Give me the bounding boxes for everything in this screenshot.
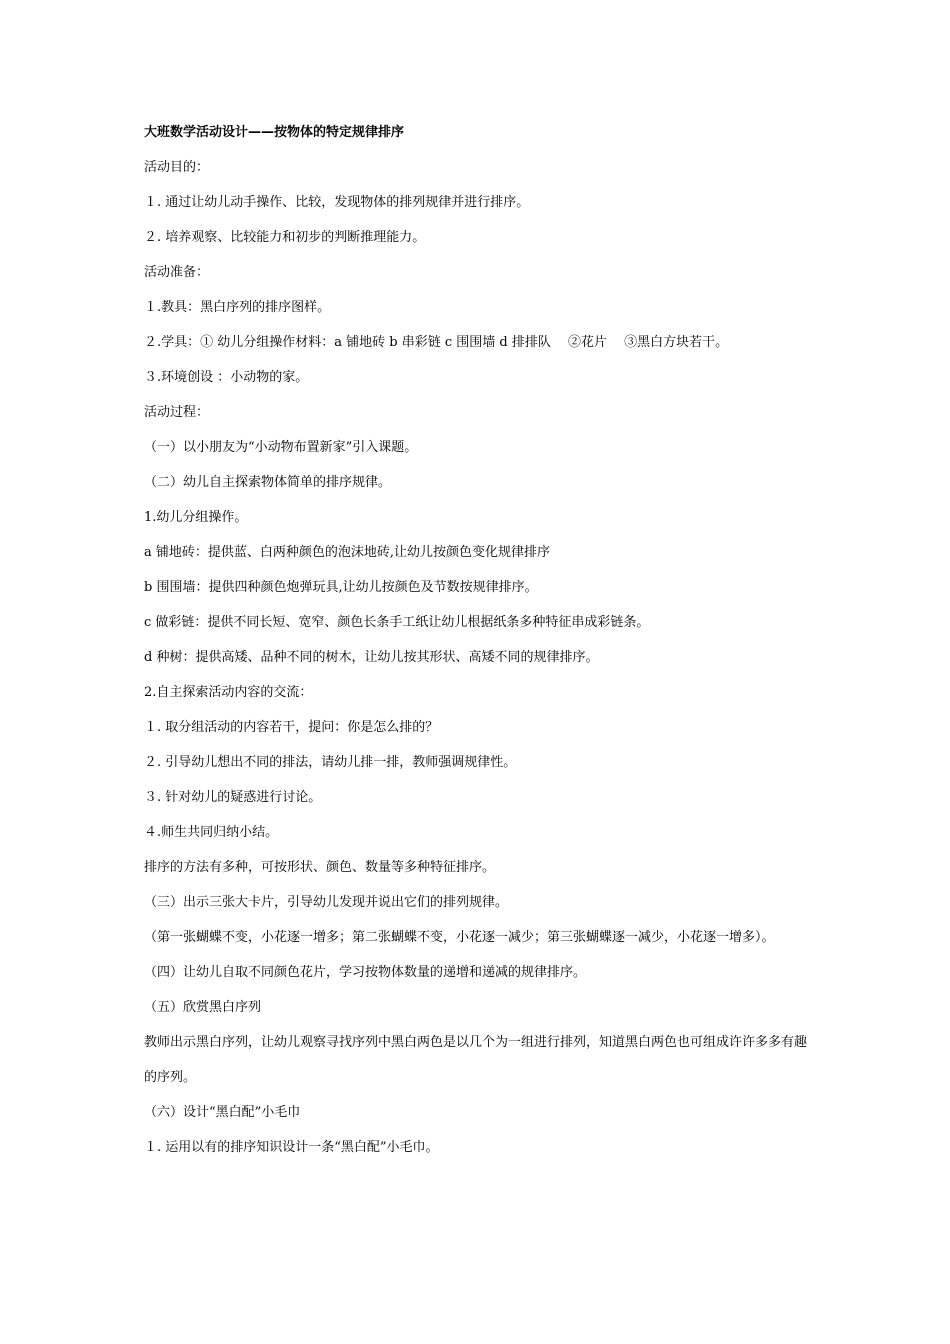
preparation-item-1: １.教具：黑白序列的排序图样。: [144, 300, 331, 315]
goal-item-1: １. 通过让幼儿动手操作、比较，发现物体的排列规律并进行排序。: [144, 195, 530, 210]
summary-text: 排序的方法有多种，可按形状、颜色、数量等多种特征排序。: [144, 860, 496, 875]
section-heading-preparation: 活动准备：: [144, 265, 210, 280]
exchange-item-4: ４.师生共同归纳小结。: [144, 825, 279, 840]
cards-description: （第一张蝴蝶不变，小花逐一增多；第二张蝴蝶不变，小花逐一减少；第三张蝴蝶逐一减少，小花逐一增多）。: [144, 930, 775, 945]
activity-color-chain: c 做彩链：提供不同长短、宽窄、颜色长条手工纸让幼儿根据纸条多种特征串成彩链条。: [144, 615, 650, 630]
section-heading-process: 活动过程：: [144, 405, 210, 420]
preparation-item-3: ３.环境创设 ：小动物的家。: [144, 370, 309, 385]
subheading-group-operation: 1.幼儿分组操作。: [144, 510, 248, 525]
document-title: 大班数学活动设计——按物体的特定规律排序: [144, 125, 405, 140]
section-heading-goals: 活动目的：: [144, 160, 210, 175]
process-step-2: （二）幼儿自主探索物体简单的排序规律。: [144, 475, 392, 490]
exchange-item-1: １. 取分组活动的内容若干，提问：你是怎么排的？: [144, 720, 439, 735]
activity-plant-trees: d 种树：提供高矮、品种不同的树木，让幼儿按其形状、高矮不同的规律排序。: [144, 650, 599, 665]
black-white-description: 教师出示黑白序列，让幼儿观察寻找序列中黑白两色是以几个为一组进行排列，知道黑白两色也可组成许许多多有趣的序列。: [144, 1035, 808, 1085]
process-step-6: （六）设计“黑白配”小毛巾: [144, 1105, 301, 1120]
activity-wall: b 围围墙：提供四种颜色炮弹玩具,让幼儿按颜色及节数按规律排序。: [144, 580, 538, 595]
process-step-3: （三）出示三张大卡片，引导幼儿发现并说出它们的排列规律。: [144, 895, 509, 910]
preparation-item-2: ２.学具：① 幼儿分组操作材料：a 铺地砖 b 串彩链 c 围围墙 d 排排队 ②花片 ③黑白方块若干。: [144, 335, 729, 350]
process-step-4: （四）让幼儿自取不同颜色花片，学习按物体数量的递增和递减的规律排序。: [144, 965, 587, 980]
document-body: [144, 124, 814, 1174]
activity-floor-tiles: a 铺地砖：提供蓝、白两种颜色的泡沫地砖,让幼儿按颜色变化规律排序: [144, 545, 551, 560]
process-step-5: （五）欣赏黑白序列: [144, 1000, 262, 1015]
process-step-1: （一）以小朋友为“小动物布置新家”引入课题。: [144, 440, 418, 455]
subheading-exchange: 2.自主探索活动内容的交流：: [144, 685, 313, 700]
goal-item-2: ２. 培养观察、比较能力和初步的判断推理能力。: [144, 230, 426, 245]
exchange-item-2: ２. 引导幼儿想出不同的排法，请幼儿排一排，教师强调规律性。: [144, 755, 517, 770]
exchange-item-3: ３. 针对幼儿的疑惑进行讨论。: [144, 790, 322, 805]
towel-design-item-1: １. 运用以有的排序知识设计一条“黑白配”小毛巾。: [144, 1140, 439, 1155]
